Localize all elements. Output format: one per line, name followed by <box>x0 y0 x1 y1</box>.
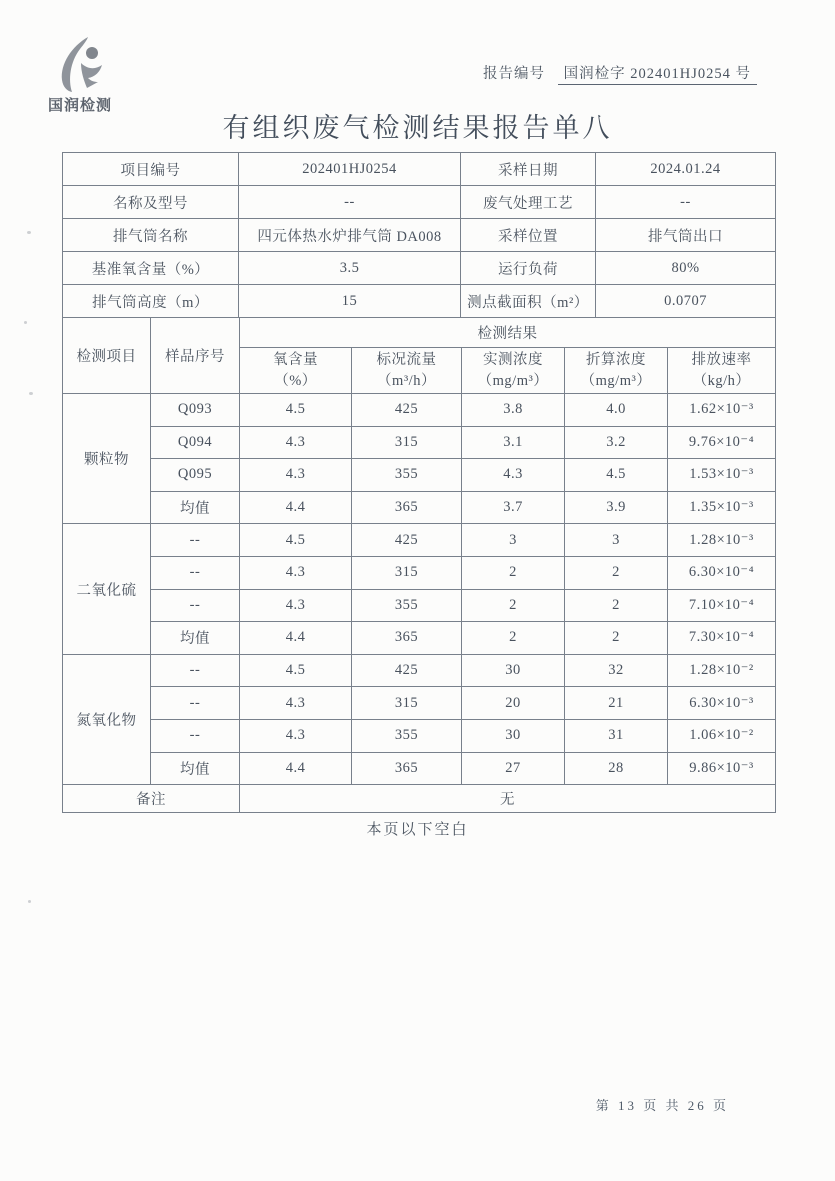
header-name: 排放速率 <box>691 351 752 368</box>
cell-value: 4.0 <box>565 394 668 427</box>
item-name: 二氧化硫 <box>63 524 151 654</box>
sample-id: -- <box>151 556 240 589</box>
info-value: 202401HJ0254 <box>239 153 461 186</box>
info-row <box>63 252 776 285</box>
cell-value: 315 <box>352 556 462 589</box>
info-label: 采样位置 <box>461 219 596 252</box>
cell-value: 20 <box>462 687 565 720</box>
cell-value: 365 <box>352 752 462 785</box>
header-flow <box>352 348 462 394</box>
sample-id: 均值 <box>151 491 240 524</box>
cell-value: 30 <box>462 654 565 687</box>
header-unit: （kg/h） <box>692 372 751 389</box>
cell-value: 3.7 <box>462 491 565 524</box>
cell-value: 315 <box>352 687 462 720</box>
header-name: 标况流量 <box>376 351 437 368</box>
cell-value: 4.3 <box>240 719 352 752</box>
remark-row <box>63 785 776 813</box>
cell-value: 425 <box>352 394 462 427</box>
cell-value: 31 <box>565 719 668 752</box>
sample-id: Q093 <box>151 394 240 427</box>
blank-page-note: 本页以下空白 <box>366 822 469 838</box>
header-unit: （%） <box>274 372 317 389</box>
cell-value: 7.30×10⁻⁴ <box>668 622 776 655</box>
cell-value: 9.76×10⁻⁴ <box>668 426 776 459</box>
sample-id: -- <box>151 524 240 557</box>
cell-value: 2 <box>565 589 668 622</box>
header-rate <box>668 348 776 394</box>
cell-value: 3.9 <box>565 491 668 524</box>
table-row <box>63 752 776 785</box>
cell-value: 4.3 <box>240 426 352 459</box>
company-logo <box>48 36 138 115</box>
header-converted <box>565 348 668 394</box>
cell-value: 355 <box>352 459 462 492</box>
report-number-line <box>483 62 757 83</box>
cell-value: 7.10×10⁻⁴ <box>668 589 776 622</box>
info-row <box>63 153 776 186</box>
sample-id: -- <box>151 687 240 720</box>
cell-value: 27 <box>462 752 565 785</box>
report-number-label: 报告编号 <box>483 66 545 82</box>
cell-value: 30 <box>462 719 565 752</box>
sample-id: Q095 <box>151 459 240 492</box>
table-row <box>63 394 776 427</box>
cell-value: 365 <box>352 491 462 524</box>
header-unit: （m³/h） <box>377 372 436 389</box>
info-value: 80% <box>596 252 776 285</box>
sample-id: -- <box>151 589 240 622</box>
sample-id: -- <box>151 654 240 687</box>
info-row <box>63 186 776 219</box>
header-sample: 样品序号 <box>151 318 240 394</box>
scan-artifact <box>29 392 33 395</box>
cell-value: 4.5 <box>565 459 668 492</box>
cell-value: 6.30×10⁻³ <box>668 687 776 720</box>
info-value: 3.5 <box>239 252 461 285</box>
info-value: 四元体热水炉排气筒 DA008 <box>239 219 461 252</box>
info-value: -- <box>596 186 776 219</box>
info-value: 0.0707 <box>596 285 776 318</box>
sample-id: 均值 <box>151 622 240 655</box>
table-row <box>63 524 776 557</box>
cell-value: 2 <box>462 622 565 655</box>
cell-value: 355 <box>352 719 462 752</box>
page-number: 第 13 页 共 26 页 <box>595 1098 729 1113</box>
cell-value: 3.8 <box>462 394 565 427</box>
header-unit: （mg/m³） <box>477 372 549 389</box>
cell-value: 4.3 <box>240 687 352 720</box>
cell-value: 4.3 <box>240 589 352 622</box>
info-label: 名称及型号 <box>63 186 239 219</box>
info-label: 排气筒高度（m） <box>63 285 239 318</box>
header-name: 实测浓度 <box>483 351 543 368</box>
scan-artifact <box>27 231 31 234</box>
info-value: -- <box>239 186 461 219</box>
info-value: 2024.01.24 <box>596 153 776 186</box>
cell-value: 28 <box>565 752 668 785</box>
sample-id: -- <box>151 719 240 752</box>
cell-value: 365 <box>352 622 462 655</box>
cell-value: 425 <box>352 654 462 687</box>
header-name: 折算浓度 <box>586 351 646 368</box>
cell-value: 21 <box>565 687 668 720</box>
info-label: 排气筒名称 <box>63 219 239 252</box>
info-label: 项目编号 <box>63 153 239 186</box>
cell-value: 4.3 <box>240 556 352 589</box>
cell-value: 2 <box>565 556 668 589</box>
cell-value: 1.28×10⁻³ <box>668 524 776 557</box>
cell-value: 4.3 <box>240 459 352 492</box>
info-label: 废气处理工艺 <box>461 186 596 219</box>
item-name: 颗粒物 <box>63 394 151 524</box>
header-name: 氧含量 <box>273 351 318 368</box>
info-label: 基准氧含量（%） <box>63 252 239 285</box>
cell-value: 1.35×10⁻³ <box>668 491 776 524</box>
remark-label: 备注 <box>63 785 240 813</box>
cell-value: 4.4 <box>240 752 352 785</box>
cell-value: 1.62×10⁻³ <box>668 394 776 427</box>
table-row <box>63 556 776 589</box>
cell-value: 4.4 <box>240 622 352 655</box>
table-row <box>63 687 776 720</box>
cell-value: 4.5 <box>240 524 352 557</box>
cell-value: 2 <box>565 622 668 655</box>
info-row <box>63 285 776 318</box>
cell-value: 1.53×10⁻³ <box>668 459 776 492</box>
results-header-row <box>63 318 776 348</box>
cell-value: 6.30×10⁻⁴ <box>668 556 776 589</box>
info-label: 采样日期 <box>461 153 596 186</box>
cell-value: 1.06×10⁻² <box>668 719 776 752</box>
header-results: 检测结果 <box>240 318 776 348</box>
info-value: 15 <box>239 285 461 318</box>
header-unit: （mg/m³） <box>580 372 652 389</box>
cell-value: 3 <box>565 524 668 557</box>
cell-value: 2 <box>462 589 565 622</box>
cell-value: 425 <box>352 524 462 557</box>
info-table <box>62 152 776 318</box>
info-value: 排气筒出口 <box>596 219 776 252</box>
logo-text: 国润检测 <box>48 97 113 114</box>
page-title: 有组织废气检测结果报告单八 <box>222 113 613 143</box>
header-item: 检测项目 <box>63 318 151 394</box>
table-row <box>63 426 776 459</box>
table-row <box>63 719 776 752</box>
table-row <box>63 622 776 655</box>
sample-id: 均值 <box>151 752 240 785</box>
table-row <box>63 589 776 622</box>
table-row <box>63 459 776 492</box>
header-measured <box>462 348 565 394</box>
logo-swoosh-icon <box>54 36 112 92</box>
header-oxygen <box>240 348 352 394</box>
cell-value: 2 <box>462 556 565 589</box>
cell-value: 3 <box>462 524 565 557</box>
table-row <box>63 491 776 524</box>
cell-value: 9.86×10⁻³ <box>668 752 776 785</box>
item-name: 氮氧化物 <box>63 654 151 784</box>
cell-value: 4.3 <box>462 459 565 492</box>
cell-value: 4.4 <box>240 491 352 524</box>
results-table <box>62 317 776 813</box>
table-row <box>63 654 776 687</box>
remark-value: 无 <box>240 785 776 813</box>
info-label: 运行负荷 <box>461 252 596 285</box>
cell-value: 1.28×10⁻² <box>668 654 776 687</box>
report-number-value: 国润检字 202401HJ0254 号 <box>558 66 757 85</box>
scan-artifact <box>28 900 31 903</box>
sample-id: Q094 <box>151 426 240 459</box>
info-label: 测点截面积（m²） <box>461 285 596 318</box>
info-row <box>63 219 776 252</box>
cell-value: 4.5 <box>240 654 352 687</box>
cell-value: 315 <box>352 426 462 459</box>
cell-value: 355 <box>352 589 462 622</box>
cell-value: 32 <box>565 654 668 687</box>
cell-value: 4.5 <box>240 394 352 427</box>
cell-value: 3.1 <box>462 426 565 459</box>
scan-artifact <box>24 321 27 324</box>
cell-value: 3.2 <box>565 426 668 459</box>
